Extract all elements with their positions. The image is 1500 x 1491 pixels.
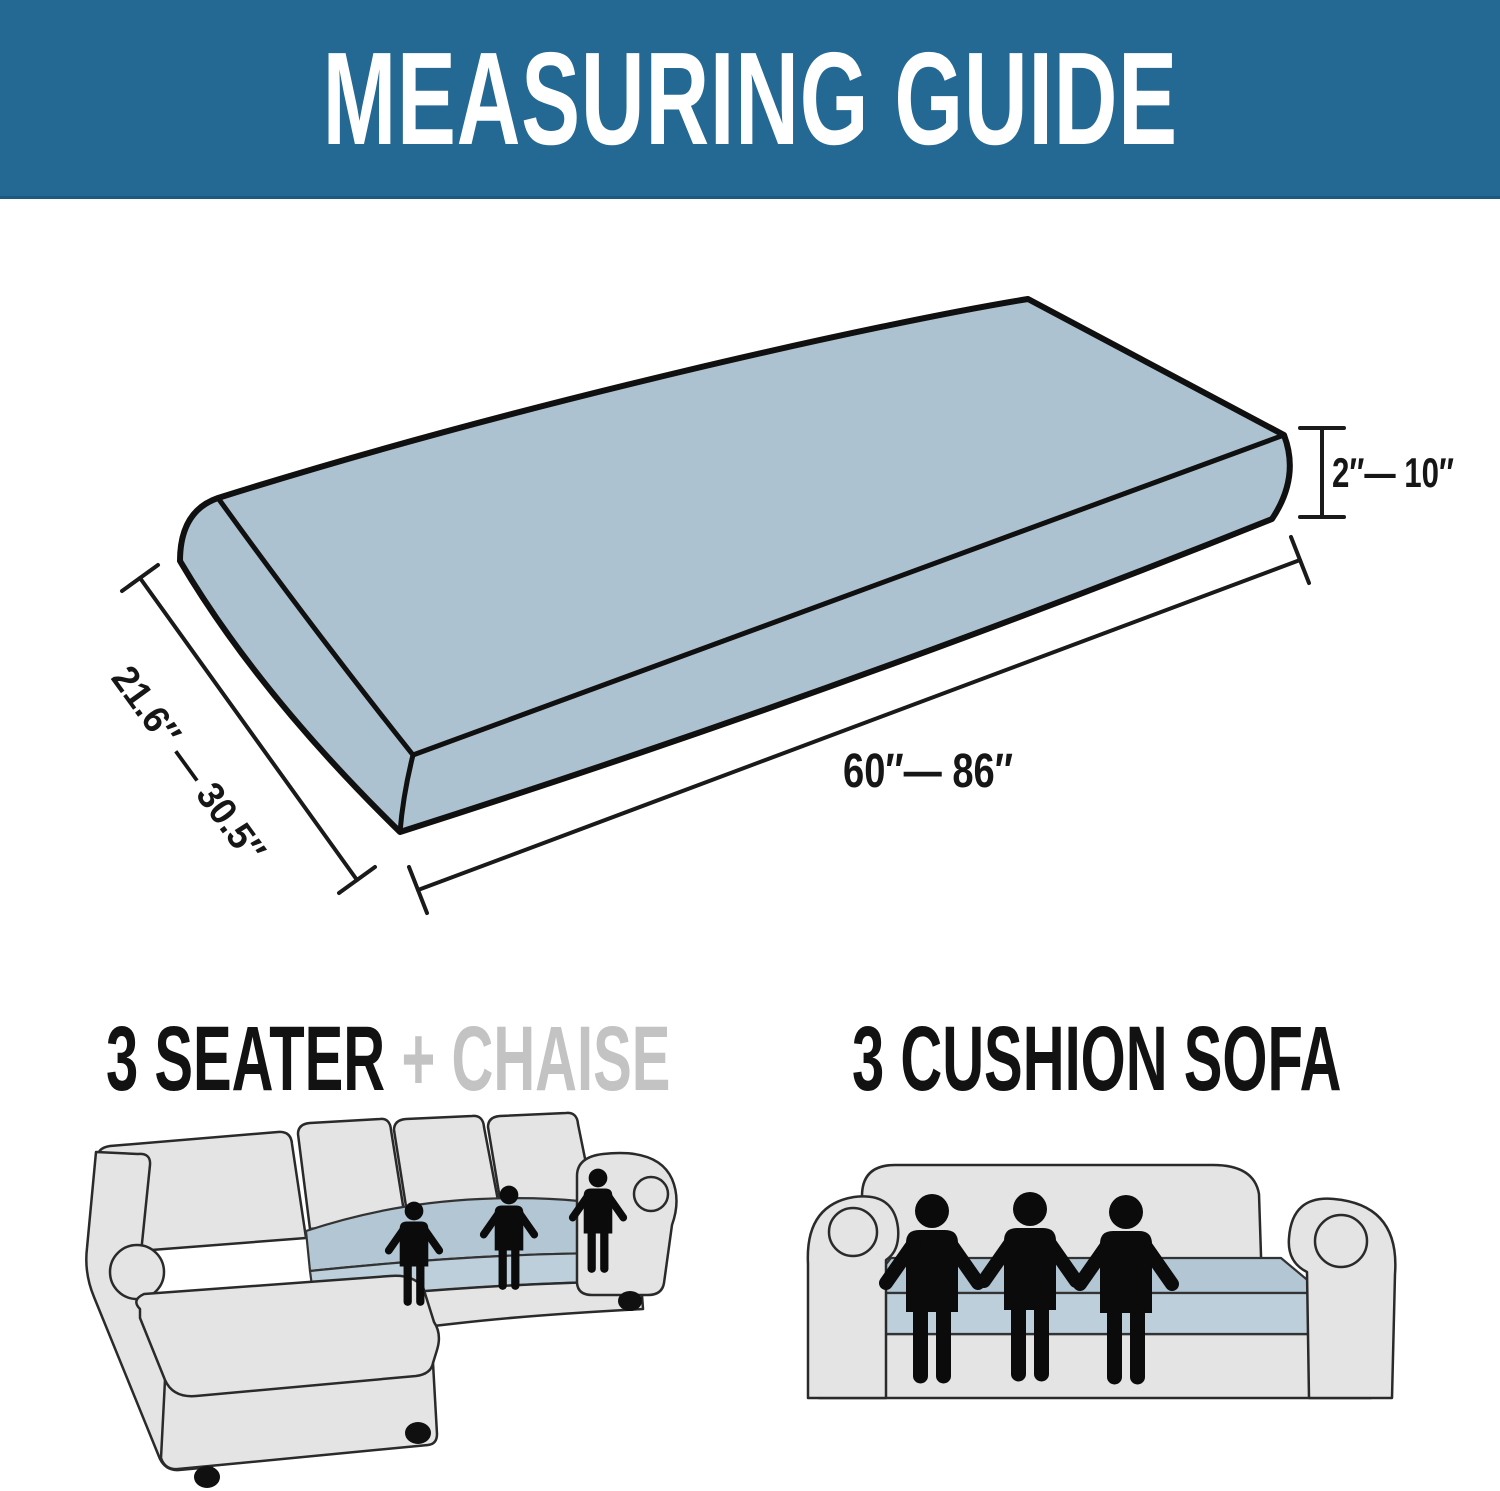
dimension-length-tick-right — [1291, 537, 1309, 583]
caster-wheel — [618, 1291, 642, 1311]
section-title-left-secondary: + CHAISE — [401, 1008, 671, 1110]
section-title-right-text: 3 CUSHION SOFA — [852, 1008, 1342, 1110]
height-label: 2″— 10″ — [1332, 449, 1454, 496]
arm-scroll-detail — [110, 1245, 164, 1299]
dimension-length-tick-left — [409, 867, 427, 913]
cushion-diagram — [0, 195, 1500, 995]
page-title: MEASURING GUIDE — [322, 24, 1178, 172]
cushion-outline — [180, 299, 1290, 832]
section-title-left-primary: 3 SEATER — [106, 1008, 386, 1110]
sofa-base — [819, 1334, 1371, 1398]
sofa-left-arm — [808, 1196, 898, 1398]
header-banner — [0, 0, 1500, 199]
dimension-depth-tick-top — [122, 565, 158, 591]
sectional-sofa-illustration — [60, 1103, 750, 1491]
dimension-height — [1300, 428, 1454, 517]
section-title-left — [106, 1008, 671, 1110]
dimension-depth-tick-bottom — [339, 867, 375, 893]
chaise-seat-cushion — [136, 1276, 439, 1396]
length-label: 60″— 86″ — [843, 745, 1013, 798]
caster-wheel — [405, 1422, 431, 1444]
section-title-right — [852, 1008, 1342, 1110]
caster-wheel — [194, 1466, 220, 1488]
three-cushion-sofa-illustration — [795, 1148, 1405, 1408]
depth-label: 21.6″ — 30.5″ — [102, 658, 280, 881]
